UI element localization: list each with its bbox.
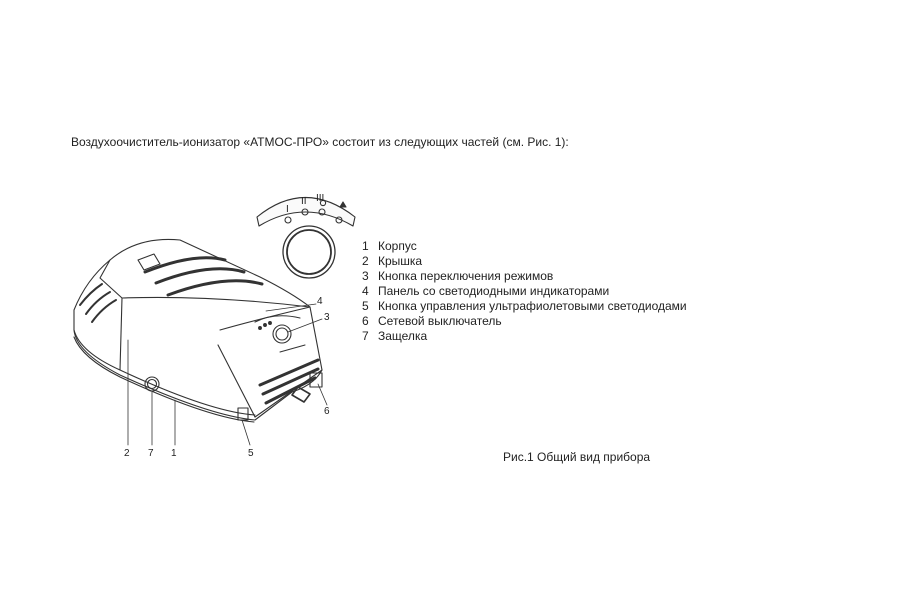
device-body — [74, 239, 322, 422]
led-indicator-icon — [285, 217, 291, 223]
legend-label: Защелка — [378, 329, 428, 343]
legend-item — [362, 254, 687, 269]
figure-caption: Рис.1 Общий вид прибора — [503, 450, 651, 464]
legend-number: 1 — [362, 239, 369, 253]
device-drawing — [60, 180, 360, 470]
panel-mark-3: III — [316, 193, 325, 204]
device-figure — [60, 180, 360, 470]
callout-7: 7 — [148, 448, 154, 459]
legend-item — [362, 299, 687, 314]
legend-number: 6 — [362, 314, 369, 328]
legend-item — [362, 329, 687, 344]
legend-label: Кнопка управления ультрафиолетовыми светодиодами — [378, 299, 687, 313]
panel-mark-1: I — [286, 204, 289, 215]
callout-6: 6 — [324, 406, 330, 417]
legend-item — [362, 239, 687, 254]
mode-button-closeup — [283, 226, 335, 278]
legend-number: 4 — [362, 284, 369, 298]
legend-label: Кнопка переключения режимов — [378, 269, 554, 283]
parts-legend — [362, 239, 687, 344]
legend-item — [362, 314, 687, 329]
callout-3: 3 — [324, 312, 330, 323]
legend-number: 3 — [362, 269, 369, 283]
callout-4: 4 — [317, 296, 323, 307]
legend-label: Сетевой выключатель — [378, 314, 502, 328]
legend-item — [362, 269, 687, 284]
intro-text: Воздухоочиститель-ионизатор «АТМОС-ПРО» состоит из следующих частей (см. Рис. 1): — [71, 135, 569, 149]
legend-label: Корпус — [378, 239, 417, 253]
callout-2: 2 — [124, 448, 130, 459]
uv-triangle-icon — [340, 202, 346, 207]
callout-5: 5 — [248, 448, 254, 459]
control-panel-inset — [257, 198, 355, 279]
legend-number: 7 — [362, 329, 369, 343]
callout-1: 1 — [171, 448, 177, 459]
legend-number: 2 — [362, 254, 369, 268]
panel-mark-2: II — [301, 196, 307, 207]
legend-item — [362, 284, 687, 299]
legend-label: Панель со светодиодными индикаторами — [378, 284, 610, 298]
legend-label: Крышка — [378, 254, 423, 268]
legend-number: 5 — [362, 299, 369, 313]
